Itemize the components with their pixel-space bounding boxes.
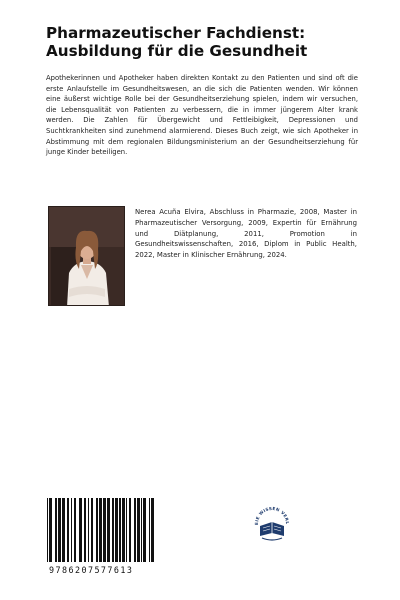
barcode-bar xyxy=(115,498,118,562)
barcode-bar xyxy=(141,498,142,562)
barcode-bar xyxy=(91,498,93,562)
barcode-bar xyxy=(99,498,102,562)
barcode-bar xyxy=(47,498,48,562)
page-title: Pharmazeutischer Fachdienst: Ausbildung für die Gesundheit xyxy=(46,24,308,60)
barcode-icon xyxy=(43,494,159,576)
barcode-bar xyxy=(149,498,150,562)
author-photo xyxy=(48,206,125,306)
barcode-bar xyxy=(143,498,146,562)
barcode-bar xyxy=(88,498,89,562)
barcode-bar xyxy=(103,498,106,562)
barcode-bar xyxy=(151,498,154,562)
back-cover-abstract: Apothekerinnen und Apotheker haben direkten Kontakt zu den Patienten und sind oft die erste Anlaufstelle im Gesundheitswesen, an die sich die Patienten wenden. Wir können eine äußerst wichtige Rolle bei der Gesundheitserziehung spielen, indem wir versuchen, die Lebensqualität von Patienten zu verbessern, die in immer jüngerem Alter krank werden. Die Zahlen für Übergewicht und Fettleibigkeit, Depressionen und Suchtkrankheiten sind zunehmend alarmierend. Dieses Buch zeigt, wie sich Apotheker in Abstimmung mit dem regionalen Bildungsministerium an der Gesundheitserziehung für junge Kinder beteiligen. xyxy=(46,74,358,157)
barcode-bar xyxy=(55,498,57,562)
author-portrait-image xyxy=(49,207,125,306)
barcode-bar xyxy=(112,498,114,562)
publisher-logo-text: EIE WISSEN VERL xyxy=(253,505,291,526)
barcode-bar xyxy=(107,498,110,562)
barcode-bar xyxy=(119,498,121,562)
barcode-bar xyxy=(49,498,52,562)
barcode-bar xyxy=(84,498,86,562)
barcode-bar xyxy=(71,498,72,562)
barcode-bar xyxy=(137,498,140,562)
barcode-bar xyxy=(129,498,131,562)
barcode-bar xyxy=(122,498,125,562)
author-bio: Nerea Acuña Elvira, Abschluss in Pharmazie, 2008, Master in Pharmazeutischer Versorgung, 2009, Expertin für Ernährung und Diätplanung, 2011, Promotion in Gesundheitswissenschaften, 2016, Diplom in Public Health, 2022, Master in Klinischer Ernährung, 2024. xyxy=(135,208,357,260)
barcode-bar xyxy=(74,498,76,562)
svg-text:FREIE WISSEN VERLAG xyxy=(250,500,290,525)
barcode-bar xyxy=(67,498,69,562)
barcode-bar xyxy=(134,498,136,562)
publisher-logo xyxy=(250,500,294,544)
isbn-digits: 9786207577613 xyxy=(49,565,134,575)
barcode-bar xyxy=(62,498,65,562)
barcode-bar xyxy=(96,498,98,562)
book-logo-icon xyxy=(250,500,294,544)
isbn-barcode xyxy=(43,494,159,576)
barcode-bar xyxy=(79,498,82,562)
barcode-bar xyxy=(58,498,61,562)
barcode-bar xyxy=(126,498,127,562)
